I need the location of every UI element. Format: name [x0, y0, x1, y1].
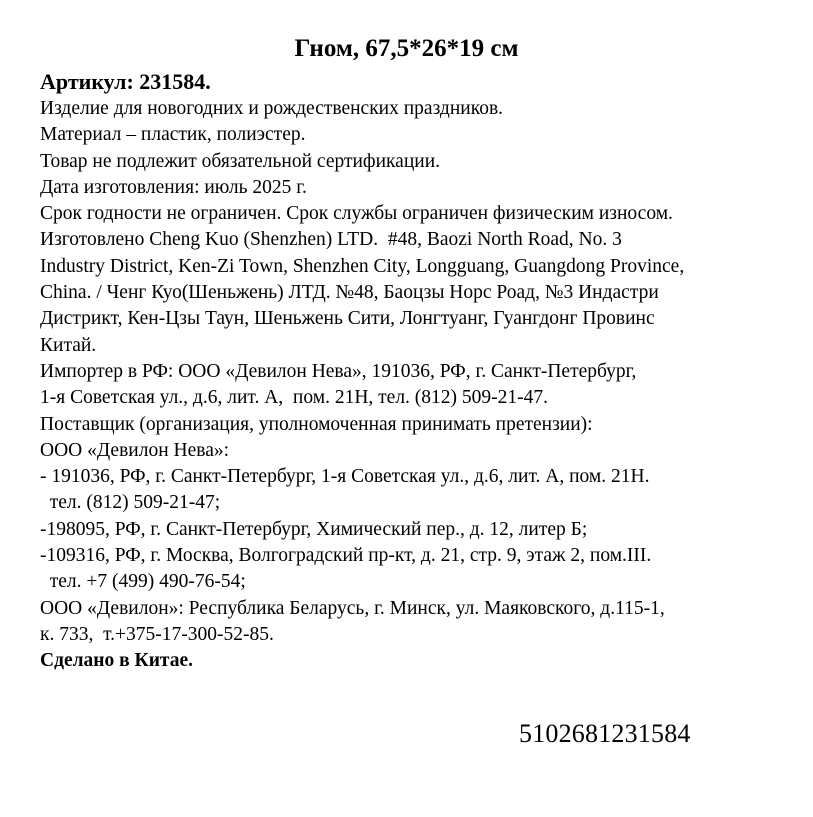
manufacturer-line-3: China. / Ченг Куо(Шеньжень) ЛТД. №48, Баоцзы Норс Роад, №3 Индастри [40, 282, 659, 304]
manufacturer-line-4: Дистрикт, Кен-Цзы Таун, Шеньжень Сити, Лонгтуанг, Гуангдонг Провинс [40, 308, 655, 330]
supplier-address-2: -198095, РФ, г. Санкт-Петербург, Химический пер., д. 12, литер Б; [40, 518, 588, 540]
certification-line: Товар не подлежит обязательной сертификации. [40, 150, 441, 172]
supplier-address-1: - 191036, РФ, г. Санкт-Петербург, 1-я Советская ул., д.6, лит. А, пом. 21Н. [40, 466, 650, 488]
belarus-supplier-line-1: ООО «Девилон»: Республика Беларусь, г. Минск, ул. Маяковского, д.115-1, [40, 597, 665, 619]
supplier-phone-1: тел. (812) 509-21-47; [40, 492, 221, 514]
supplier-address-3: -109316, РФ, г. Москва, Волгоградский пр-кт, д. 21, стр. 9, этаж 2, пом.III. [40, 545, 652, 567]
material-line: Материал – пластик, полиэстер. [40, 124, 306, 146]
manufacturer-line-1: Изготовлено Cheng Kuo (Shenzhen) LTD. #48, Baozi North Road, No. 3 [40, 229, 622, 251]
purpose-line: Изделие для новогодних и рождественских праздников. [40, 98, 504, 119]
manufacturer-line-5: Китай. [40, 334, 97, 356]
barcode-number: 5102681231584 [519, 719, 691, 748]
supplier-phone-2: тел. +7 (499) 490-76-54; [40, 571, 246, 593]
supplier-name: ООО «Девилон Нева»: [40, 439, 230, 461]
importer-line-2: 1-я Советская ул., д.6, лит. А, пом. 21Н, тел. (812) 509-21-47. [40, 387, 549, 409]
manufacture-date-line: Дата изготовления: июль 2025 г. [40, 176, 307, 198]
article-number: Артикул: 231584. [40, 69, 211, 94]
manufacturer-line-2: Industry District, Ken-Zi Town, Shenzhen City, Longguang, Guangdong Province, [40, 255, 685, 277]
shelf-life-line: Срок годности не ограничен. Срок службы ограничен физическим износом. [40, 203, 673, 225]
supplier-heading: Поставщик (организация, уполномоченная принимать претензии): [40, 413, 593, 435]
label-text-block [40, 96, 810, 675]
product-title: Гном, 67,5*26*19 см [294, 35, 519, 62]
importer-line-1: Импортер в РФ: ООО «Девилон Нева», 191036, РФ, г. Санкт-Петербург, [40, 360, 637, 382]
made-in-line: Сделано в Китае. [40, 650, 194, 672]
belarus-supplier-line-2: к. 733, т.+375-17-300-52-85. [40, 623, 274, 645]
